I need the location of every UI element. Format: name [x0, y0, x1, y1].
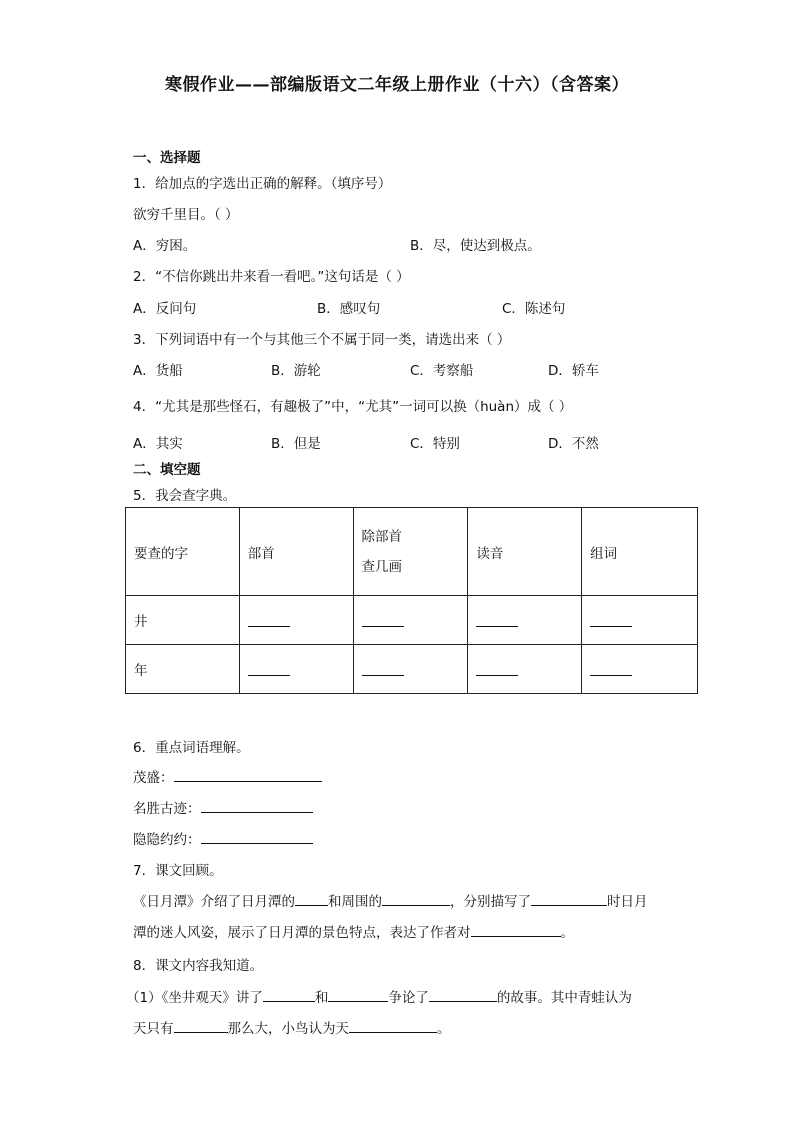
text: 天只有: [133, 1021, 174, 1037]
answer-blank[interactable]: [263, 987, 315, 1002]
q7-paragraph-line2: [133, 921, 574, 941]
text: 和周围的: [328, 894, 382, 910]
q4-option-b: B．但是: [271, 436, 321, 452]
answer-blank[interactable]: [471, 922, 561, 937]
q6-stem: 6．重点词语理解。: [133, 740, 250, 756]
answer-blank[interactable]: [476, 610, 518, 627]
header-strokes: [353, 508, 468, 596]
answer-cell[interactable]: [582, 645, 698, 694]
q1-option-a: A．穷困。: [133, 238, 197, 254]
answer-blank[interactable]: [362, 659, 404, 676]
header-char: 要查的字: [126, 508, 240, 596]
text: 时日月: [607, 894, 648, 910]
answer-blank[interactable]: [201, 798, 313, 813]
text: 潭的迷人风姿，展示了日月潭的景色特点，表达了作者对: [133, 925, 471, 941]
q3-stem: 3．下列词语中有一个与其他三个不属于同一类，请选出来（ ）: [133, 332, 511, 348]
table-row: [126, 596, 698, 645]
header-strokes-line2: 查几画: [361, 558, 403, 575]
row-char: 井: [126, 596, 240, 645]
text: 争论了: [388, 990, 429, 1006]
q8-paragraph-line1: [126, 986, 632, 1006]
q4-option-d: D．不然: [548, 436, 599, 452]
q7-paragraph-line1: [133, 890, 648, 910]
q6-term: 名胜古迹：: [133, 801, 201, 817]
text: 和: [314, 990, 329, 1006]
answer-cell[interactable]: [468, 645, 582, 694]
table-header-row: [126, 508, 698, 596]
page-title: 寒假作业——部编版语文二年级上册作业（十六）（含答案）: [165, 75, 629, 95]
q3-option-b: B．游轮: [271, 363, 321, 379]
q5-stem: 5．我会查字典。: [133, 488, 237, 504]
header-strokes-line1: 除部首: [361, 528, 403, 545]
text: 。: [560, 925, 574, 941]
answer-blank[interactable]: [349, 1018, 437, 1033]
answer-blank[interactable]: [174, 767, 322, 782]
text: （1）《坐井观天》讲了: [126, 990, 263, 1006]
q3-option-a: A．货船: [133, 363, 183, 379]
text: 的故事。其中青蛙认为: [496, 990, 632, 1006]
answer-blank[interactable]: [248, 659, 290, 676]
answer-blank[interactable]: [476, 659, 518, 676]
q1-option-b: B．尽，使达到极点。: [410, 238, 541, 254]
q6-item: [133, 797, 313, 817]
q7-stem: 7．课文回顾。: [133, 863, 223, 879]
text: 那么大，小鸟认为天: [227, 1021, 349, 1037]
row-char: 年: [126, 645, 240, 694]
q2-option-b: B．感叹句: [317, 301, 381, 317]
header-pinyin: 读音: [468, 508, 582, 596]
answer-cell[interactable]: [239, 596, 353, 645]
q3-option-d: D．轿车: [548, 363, 599, 379]
header-words: 组词: [582, 508, 698, 596]
answer-blank[interactable]: [429, 987, 497, 1002]
answer-blank[interactable]: [328, 987, 388, 1002]
answer-blank[interactable]: [248, 610, 290, 627]
q1-sub: 欲穷千里目。（ ）: [133, 207, 239, 223]
answer-blank[interactable]: [382, 891, 450, 906]
answer-blank[interactable]: [362, 610, 404, 627]
answer-cell[interactable]: [353, 645, 468, 694]
answer-blank[interactable]: [201, 829, 313, 844]
answer-cell[interactable]: [239, 645, 353, 694]
text: 。: [437, 1021, 451, 1037]
q8-paragraph-line2: [133, 1017, 451, 1037]
answer-cell[interactable]: [468, 596, 582, 645]
q4-stem: 4．“尤其是那些怪石，有趣极了”中，“尤其”一词可以换（huàn）成（ ）: [133, 399, 573, 415]
dictionary-table: [125, 507, 698, 694]
answer-blank[interactable]: [174, 1018, 228, 1033]
q4-option-c: C．特别: [410, 436, 460, 452]
answer-cell[interactable]: [582, 596, 698, 645]
q3-option-c: C．考察船: [410, 363, 474, 379]
q4-option-a: A．其实: [133, 436, 183, 452]
answer-blank[interactable]: [590, 610, 632, 627]
text: 《日月潭》介绍了日月潭的: [133, 894, 295, 910]
answer-blank[interactable]: [590, 659, 632, 676]
q6-item: [133, 828, 313, 848]
q6-term: 隐隐约约：: [133, 832, 201, 848]
section-heading-fill: 二、填空题: [133, 462, 201, 478]
answer-blank[interactable]: [295, 891, 328, 906]
q2-option-a: A．反问句: [133, 301, 197, 317]
header-radical: 部首: [239, 508, 353, 596]
q1-stem: 1．给加点的字选出正确的解释。（填序号）: [133, 176, 392, 192]
q6-term: 茂盛：: [133, 770, 174, 786]
answer-blank[interactable]: [531, 891, 607, 906]
q6-item: [133, 766, 322, 786]
section-heading-choice: 一、选择题: [133, 150, 201, 166]
text: ，分别描写了: [450, 894, 531, 910]
q8-stem: 8．课文内容我知道。: [133, 958, 264, 974]
table-row: [126, 645, 698, 694]
q2-stem: 2．“不信你跳出井来看一看吧。”这句话是（ ）: [133, 269, 410, 285]
q2-option-c: C．陈述句: [502, 301, 566, 317]
answer-cell[interactable]: [353, 596, 468, 645]
